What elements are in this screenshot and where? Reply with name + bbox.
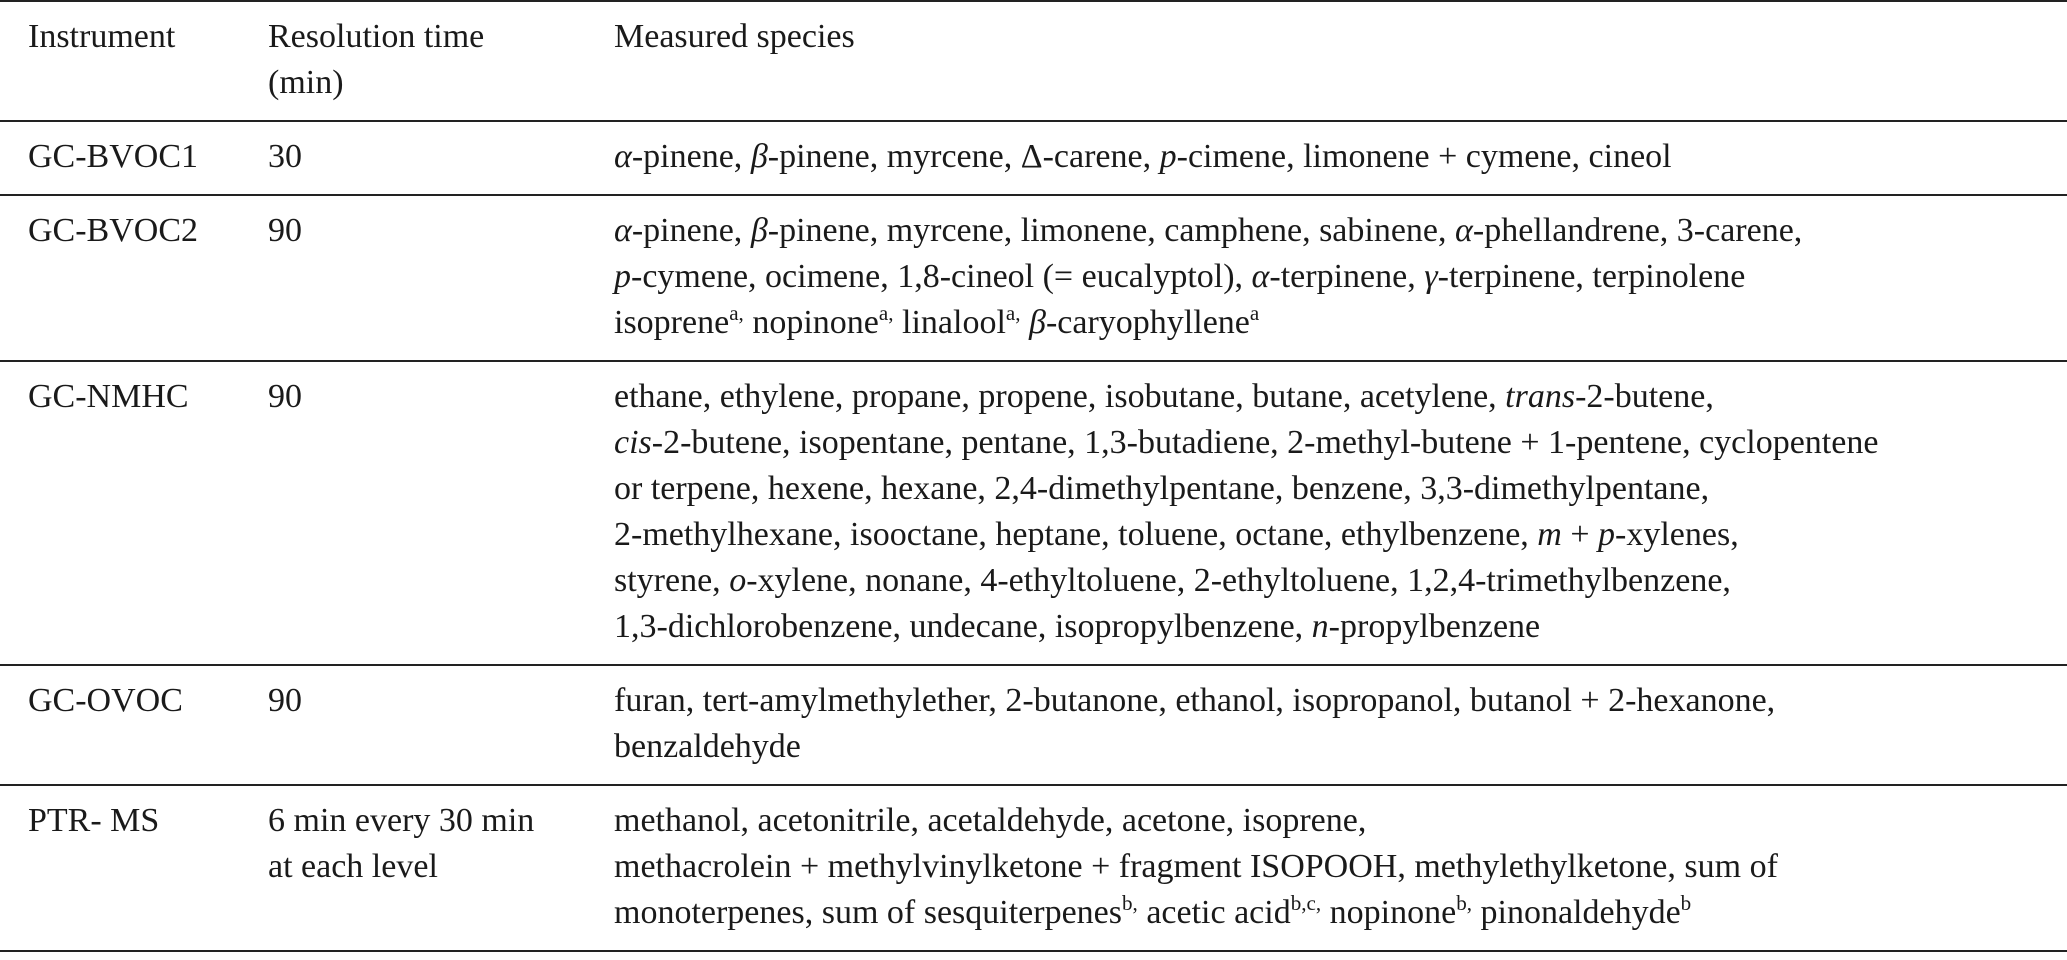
- resolution-line: 30: [268, 138, 302, 175]
- italic-term: α: [614, 138, 632, 175]
- italic-term: α: [1455, 212, 1473, 249]
- resolution-cell: [268, 785, 614, 951]
- species-line: furan, tert-amylmethylether, 2-butanone, ethanol, isopropanol, butanol + 2-hexanone,: [614, 682, 1776, 719]
- species-line: 1,3-dichlorobenzene, undecane, isopropylbenzene, n-propylbenzene: [614, 608, 1541, 645]
- italic-term: m: [1537, 516, 1562, 553]
- species-line: α-pinene, β-pinene, myrcene, Δ-carene, p-cimene, limonene + cymene, cineol: [614, 138, 1672, 175]
- species-line: monoterpenes, sum of sesquiterpenes$^{b,}$ acetic acid$^{b,c,}$ nopinone$^{b,}$ pinonaldehyde$^b$: [614, 890, 1692, 931]
- footnote-marker: b: [1680, 890, 1692, 915]
- table-row: [0, 665, 2067, 785]
- header-resolution: [268, 1, 614, 121]
- species-line: isoprene$^{a,}$ nopinone$^{a,}$ linalool$^{a,}$ β-caryophyllene$^a$: [614, 300, 1260, 341]
- header-instrument-label: Instrument: [28, 18, 176, 55]
- italic-term: β: [1029, 304, 1046, 341]
- italic-term: n: [1311, 608, 1329, 645]
- species-line: α-pinene, β-pinene, myrcene, limonene, camphene, sabinene, α-phellandrene, 3-carene,: [614, 212, 1803, 249]
- species-cell: [614, 665, 2067, 785]
- species-line: ethane, ethylene, propane, propene, isobutane, butane, acetylene, trans-2-butene,: [614, 378, 1714, 415]
- instrument-cell: GC-OVOC: [28, 682, 183, 719]
- italic-term: trans: [1505, 378, 1576, 415]
- species-line: or terpene, hexene, hexane, 2,4-dimethylpentane, benzene, 3,3-dimethylpentane,: [614, 470, 1710, 507]
- species-cell: [614, 361, 2067, 665]
- species-line: methacrolein + methylvinylketone + fragment ISOPOOH, methylethylketone, sum of: [614, 848, 1778, 885]
- footnote-marker: a: [1249, 300, 1260, 325]
- footnote-marker: a,: [729, 300, 744, 325]
- header-species: [614, 1, 2067, 121]
- footnote-marker: a,: [1005, 300, 1021, 325]
- footnote-marker: b,c,: [1290, 890, 1322, 915]
- header-instrument: [0, 1, 268, 121]
- instrument-cell: GC-BVOC2: [28, 212, 199, 249]
- species-cell: [614, 195, 2067, 361]
- resolution-cell: [268, 665, 614, 785]
- species-line: p-cymene, ocimene, 1,8-cineol (= eucalyptol), α-terpinene, γ-terpinene, terpinolene: [614, 258, 1746, 295]
- italic-term: p: [614, 258, 631, 295]
- header-row: [0, 1, 2067, 121]
- species-table-body: [0, 1, 2067, 951]
- species-cell: [614, 785, 2067, 951]
- resolution-line: 90: [268, 212, 302, 249]
- header-species-label: Measured species: [614, 18, 855, 55]
- table-row: [0, 195, 2067, 361]
- instrument-cell: GC-NMHC: [28, 378, 189, 415]
- species-line: methanol, acetonitrile, acetaldehyde, acetone, isoprene,: [614, 802, 1367, 839]
- footnote-marker: b,: [1456, 890, 1472, 915]
- resolution-cell: [268, 121, 614, 195]
- table-row: [0, 121, 2067, 195]
- italic-term: α: [614, 212, 632, 249]
- resolution-line: 90: [268, 682, 302, 719]
- species-line: cis-2-butene, isopentane, pentane, 1,3-butadiene, 2-methyl-butene + 1-pentene, cyclopentene: [614, 424, 1879, 461]
- italic-term: γ: [1424, 258, 1438, 295]
- resolution-line: 6 min every 30 min: [268, 802, 535, 839]
- resolution-cell: [268, 195, 614, 361]
- italic-term: p: [1598, 516, 1616, 553]
- header-resolution-line-1: Resolution time: [268, 18, 485, 55]
- italic-term: α: [1251, 258, 1270, 295]
- italic-term: β: [750, 212, 768, 249]
- species-line: styrene, o-xylene, nonane, 4-ethyltoluene, 2-ethyltoluene, 1,2,4-trimethylbenzene,: [614, 562, 1731, 599]
- species-line: 2-methylhexane, isooctane, heptane, toluene, octane, ethylbenzene, m + p-xylenes,: [614, 516, 1739, 553]
- resolution-line: 90: [268, 378, 302, 415]
- table-row: [0, 361, 2067, 665]
- resolution-cell: [268, 361, 614, 665]
- resolution-line: at each level: [268, 848, 438, 885]
- table-row: [0, 785, 2067, 951]
- italic-term: β: [750, 138, 768, 175]
- italic-term: o: [729, 562, 747, 599]
- species-line: benzaldehyde: [614, 728, 801, 765]
- header-resolution-line-2: (min): [268, 64, 344, 101]
- italic-term: p: [1159, 138, 1177, 175]
- footnote-marker: a,: [878, 300, 894, 325]
- italic-term: cis: [614, 424, 652, 461]
- instrument-cell: PTR- MS: [28, 802, 160, 839]
- footnote-marker: b,: [1122, 890, 1138, 915]
- instrument-cell: GC-BVOC1: [28, 138, 199, 175]
- species-cell: [614, 121, 2067, 195]
